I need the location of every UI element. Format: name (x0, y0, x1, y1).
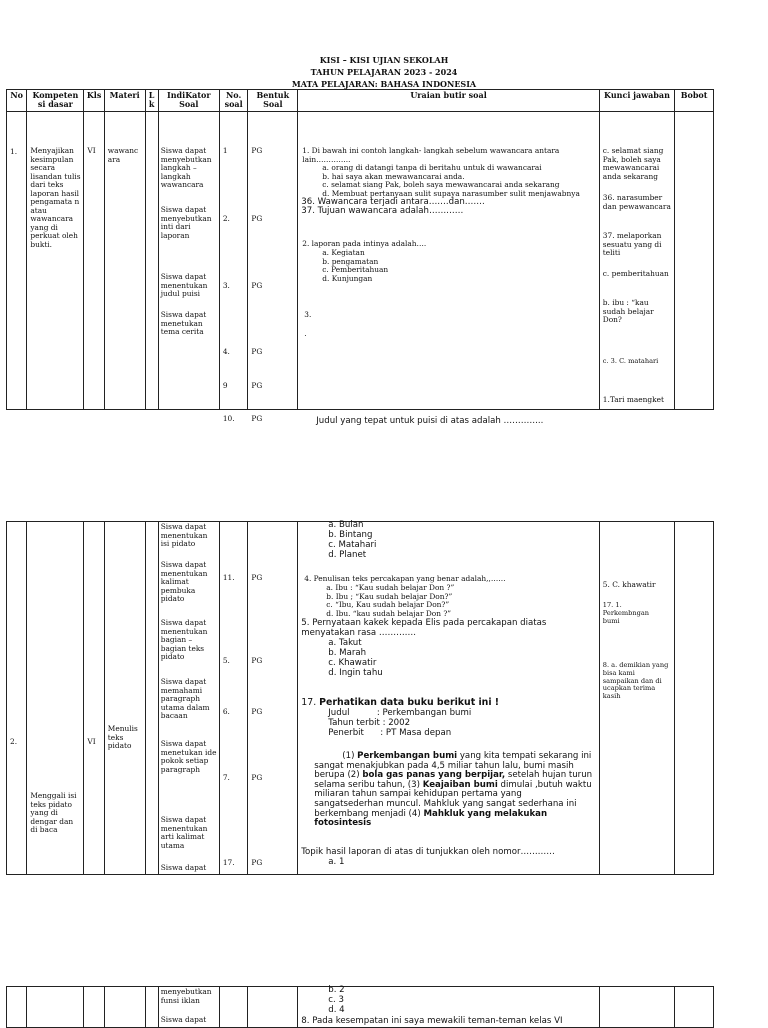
book-data-tahun: Tahun terbit : 2002 (328, 718, 411, 728)
col-bentuk: Bentuk Soal (248, 90, 298, 112)
bentuk-4: PG (251, 347, 263, 356)
doc-subject: MATA PELAJARAN: BAHASA INDONESIA (291, 79, 477, 89)
nosoal-5: 9 (222, 381, 228, 390)
indikator-next: Siswa dapat (160, 1015, 207, 1024)
kunci-2: 36. narasumber dan pewawancara (602, 193, 671, 211)
indikator-4: Siswa dapat memahami paragraph utama dalam bacaan (160, 677, 210, 720)
question-17-heading (301, 698, 499, 708)
nosoal-4: 4. (222, 347, 230, 356)
kunci-6: c. 3. C. matahari (602, 357, 659, 365)
nosoal-6: 10. (222, 414, 235, 423)
q17-title: Perhatikan data buku berikut ini ! (319, 697, 500, 708)
passage-seg: bola gas panas yang berpijar, (362, 770, 506, 781)
kunci-2: 17. 1. Perkembngan bumi (602, 601, 650, 625)
kunci-1: c. selamat siang Pak, boleh saya mewawancarai anda sekarang (602, 146, 664, 181)
col-materi: Materi (104, 90, 145, 112)
passage-seg: dimulai ,butuh waktu miliaran tahun sampai kehidupan pertama yang sangatsederhan muncul. Mahkluk yang sangat sederhana ini berkembang menjadi (4) (314, 779, 592, 819)
kunci-7: 1.Tari maengket (602, 395, 664, 404)
col-kunci: Kunci jawaban (599, 90, 674, 112)
q5-option-a: a. Takut (328, 638, 362, 648)
question-2-text: 2. laporan pada intinya adalah…. (302, 239, 427, 248)
doc-title: KISI – KISI UJIAN SEKOLAH (319, 55, 449, 65)
kelas-text: VI (87, 146, 96, 155)
nosoal-4: 7. (222, 773, 230, 782)
bentuk-5: PG (251, 381, 263, 390)
kunci-5: b. ibu : “kau sudah belajar Don? (602, 298, 654, 324)
kisi-table-1 (6, 89, 714, 426)
table-row (7, 987, 714, 1028)
indikator-6: Siswa dapat menentukan arti kalimat utama (160, 815, 208, 850)
top-option-d: d. Planet (328, 550, 367, 560)
q4-option-b: b. Ibu ; “Kau sudah belajar Don?” (326, 591, 453, 601)
topik-option-a: a. 1 (328, 857, 345, 867)
indikator-4: Siswa dapat menetukan tema cerita (160, 310, 207, 336)
passage-text (314, 752, 592, 829)
table-row (7, 522, 714, 875)
kunci-3: 37. melaporkan sesuatu yang di teliti (602, 231, 662, 257)
indikator-2: Siswa dapat menyebutkan inti dari laporan (160, 205, 212, 240)
table-header-row (7, 90, 714, 112)
q1-option-b: b. hai saya akan mewawancarai anda. (322, 171, 465, 181)
bentuk-3: PG (251, 281, 263, 290)
q1-option-c: c. selamat siang Pak, boleh saya mewawancarai anda sekarang (322, 180, 560, 189)
q2-option-c: c. Pemberitahuan (322, 265, 389, 274)
col-no: No (7, 90, 27, 112)
kunci-3: 8. a. demikian yang bisa kami sampaikan dan di ucapkan terima kasih (602, 661, 669, 701)
question-10: Judul yang tepat untuk puisi di atas adalah ………….. (316, 416, 544, 426)
kunci-1: 5. C. khawatir (602, 580, 656, 589)
kunci-4: c. pemberitahuan (602, 269, 669, 278)
materi-text: wawanc ara (107, 146, 139, 164)
question-8-partial: 8. Pada kesempatan ini saya mewakili teman-teman kelas VI (301, 1016, 563, 1026)
nosoal-2: 5. (222, 656, 230, 665)
book-data-penerbit: Penerbit : PT Masa depan (328, 728, 452, 738)
q1-option-a: a. orang di datangi tanpa di beritahu untuk di wawancarai (322, 163, 542, 172)
q5-option-d: d. Ingin tahu (328, 668, 383, 678)
kisi-table-2 (6, 521, 714, 875)
nosoal-5: 17. (222, 858, 235, 867)
bentuk-3: PG (251, 707, 263, 716)
kompetensi-text: Menyajikan kesimpulan secara lisandan tulis dari teks laporan hasil pengamata n atau wawancara yang di perkuat oleh bukti. (30, 146, 81, 249)
nosoal-1: 1 (222, 146, 228, 155)
question-5-text: 5. Pernyataan kakek kepada Elis pada percakapan diatas menyatakan rasa …………. (301, 618, 547, 638)
passage-seg: Keajaiban bumi (422, 779, 498, 790)
indikator-1: Siswa dapat menentukan isi pidato (160, 522, 208, 548)
question-dot: . (304, 329, 307, 338)
indikator-partial: menyebutkan funsi iklan (160, 987, 212, 1005)
q4-option-a: a. Ibu : “Kau sudah belajar Don ?” (326, 583, 455, 592)
col-nosoal: No. soal (219, 90, 248, 112)
question-37: 37. Tujuan wawancara adalah………… (301, 206, 464, 216)
bentuk-4: PG (251, 773, 263, 782)
col-bobot: Bobot (675, 90, 714, 112)
top-option-b: b. Bintang (328, 530, 373, 540)
kompetensi-text: Menggali isi teks pidato yang di dengar dan di baca (30, 791, 77, 834)
col-kls: Kls (84, 90, 104, 112)
top-option-c: c. Matahari (328, 540, 377, 550)
passage-seg: Mahkluk yang melakukan fotosintesis (314, 808, 548, 829)
option-d: d. 4 (328, 1005, 345, 1015)
kisi-table-3 (6, 986, 714, 1028)
q5-option-b: b. Marah (328, 648, 367, 658)
col-uraian: Uraian butir soal (298, 90, 600, 112)
bentuk-5: PG (251, 858, 263, 867)
book-data-judul: Judul : Perkembangan bumi (328, 708, 472, 718)
q1-option-d: d. Membuat pertanyaan sulit supaya narasumber sulit menjawabnya (322, 188, 580, 198)
table-row (7, 112, 714, 410)
row-number: 2. (10, 737, 18, 746)
indikator-5: Siswa dapat menetukan ide pokok setiap paragraph (160, 739, 217, 774)
question-36: 36. Wawancara terjadi antara…….dan……. (301, 197, 485, 207)
nosoal-3: 3. (222, 281, 230, 290)
doc-year: TAHUN PELAJARAN 2023 - 2024 (310, 67, 458, 77)
passage-seg: Perkembangan bumi (357, 751, 458, 761)
passage-seg: yang kita tempati sekarang ini sangat menakjubkan pada 4,5 miliar tahun lalu, bumi masih berupa (2) (314, 751, 592, 781)
q4-option-c: c. “Ibu, Kau sudah belajar Don?” (326, 600, 450, 609)
bentuk-2: PG (251, 214, 263, 223)
indikator-2: Siswa dapat menentukan kalimat pembuka pidato (160, 560, 208, 603)
row-number: 1. (10, 147, 18, 156)
indikator-1: Siswa dapat menyebutkan langkah – langkah wawancara (160, 146, 212, 189)
q2-option-b: b. pengamatan (322, 256, 379, 266)
q4-option-d: d. Ibu. “kau sudah belajar Don ?” (326, 608, 452, 618)
kelas-text: VI (87, 737, 96, 746)
materi-text: Menulis teks pidato (107, 724, 138, 750)
q17-number: 17. (301, 697, 317, 708)
q5-option-c: c. Khawatir (328, 658, 377, 668)
col-indikator: IndiKator Soal (158, 90, 219, 112)
col-lk: L k (145, 90, 158, 112)
nosoal-2: 2. (222, 214, 230, 223)
passage-seg: (1) (342, 751, 358, 761)
bentuk-6: PG (251, 414, 263, 423)
option-c: c. 3 (328, 995, 344, 1005)
indikator-3: Siswa dapat menentukan judul puisi (160, 272, 208, 298)
question-3: 3. (304, 310, 312, 319)
indikator-7: Siswa dapat (160, 863, 207, 872)
q2-option-d: d. Kunjungan (322, 273, 373, 283)
bentuk-1: PG (251, 573, 263, 582)
nosoal-1: 11. (222, 573, 235, 582)
bentuk-2: PG (251, 656, 263, 665)
passage-seg: setelah hujan turun selama seribu tahun, (3) (314, 770, 593, 790)
nosoal-3: 6. (222, 707, 230, 716)
col-kompetensi: Kompeten si dasar (27, 90, 84, 112)
question-4-text: 4. Penulisan teks percakapan yang benar adalah,,…… (304, 574, 506, 583)
question-1-text: 1. Di bawah ini contoh langkah- langkah sebelum wawancara antara lain………….. (302, 146, 560, 164)
q2-option-a: a. Kegiatan (322, 248, 365, 257)
bentuk-1: PG (251, 146, 263, 155)
topik-question: Topik hasil laporan di atas di tunjukkan oleh nomor………… (301, 847, 555, 857)
option-b: b. 2 (328, 985, 345, 995)
top-option-a: a. Bulan (328, 520, 364, 530)
indikator-3: Siswa dapat menentukan bagian – bagian teks pidato (160, 618, 208, 661)
